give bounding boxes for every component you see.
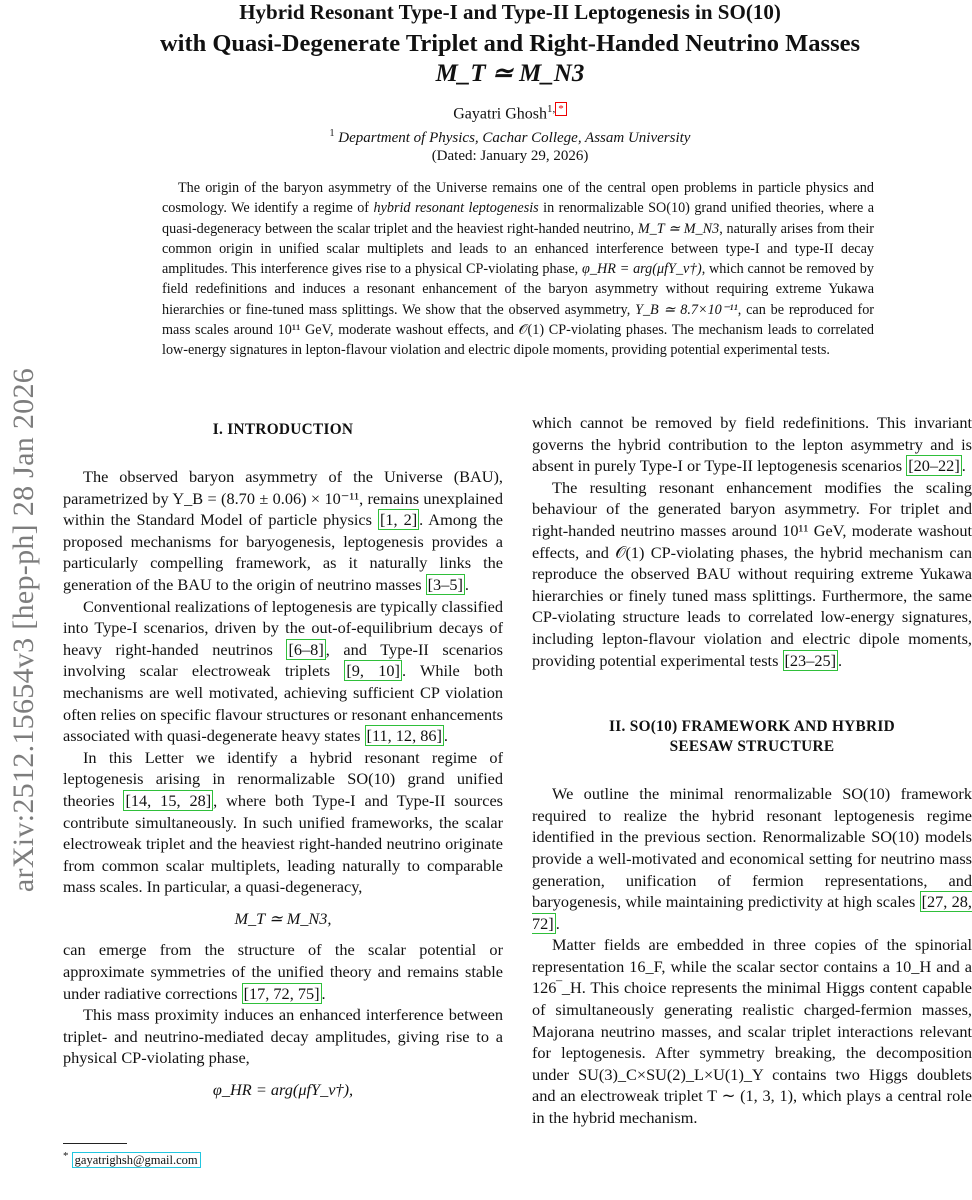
- author-sup: 1,: [547, 103, 556, 115]
- section-heading-intro: I. INTRODUCTION: [212, 421, 354, 438]
- right-column: [532, 412, 972, 1129]
- abstract: The origin of the baryon asymmetry of the Universe remains one of the central open problems in particle physics and cosmology. We identify a regime of hybrid resonant leptogenesis in renormalizable SO(10) grand unified theories, where a quasi-degeneracy between the scalar triplet and the heaviest right-handed neutrino, M_T ≃ M_N3, naturally arises from their common origin in unified scalar multiplets and leads to an enhanced interference between type-I and type-II decay amplitudes. This interference gives rise to a physical CP-violating phase, φ_HR = arg(μfY_ν†), which cannot be removed by field redefinitions and induces a resonant enhancement of the baryon asymmetry without requiring extreme Yukawa hierarchies or fine-tuned mass splittings. We show that the observed asymmetry, Y_B ≃ 8.7×10⁻¹¹, can be reproduced for mass scales around 10¹¹ GeV, moderate washout effects, and 𝒪(1) CP-violating phases. The mechanism leads to correlated low-energy signatures in lepton-flavour violation and electric dipole moments, providing potential experimental tests.: [162, 180, 875, 359]
- abstract-eq-yb: Y_B ≃ 8.7×10⁻¹¹: [635, 301, 738, 318]
- dated: (Dated: January 29, 2026): [431, 148, 589, 164]
- arxiv-stamp-text: arXiv:2512.15654v3 [hep-ph] 28 Jan 2026: [7, 367, 40, 893]
- equation-mass-degeneracy: M_T ≃ M_N3,: [234, 908, 332, 928]
- intro-paragraph-5: This mass proximity induces an enhanced interference between triplet- and neutrino-mediated decay amplitudes, giving rise to a physical CP-violating phase,: [63, 1005, 503, 1068]
- left-column: [63, 412, 503, 1111]
- intro-paragraph-1: The observed baryon asymmetry of the Universe (BAU), parametrized by Y_B = (8.70 ± 0.06) × 10⁻¹¹, remains unexplained within the Standard Model of particle physics [1, 2] . Among the proposed mechanisms for baryogenesis, leptogenesis provides a particularly compelling framework, as it naturally links the generation of the BAU to the origin of neutrino masses [3–5] .: [63, 467, 504, 594]
- footnote-link[interactable]: *: [555, 102, 567, 116]
- intro-paragraph-2: Conventional realizations of leptogenesis are typically classified into Type-I scenarios, driven by the out-of-equilibrium decays of heavy right-handed neutrinos [6–8] , and Type-II scenarios involving scalar electroweak triplets [9, 10] . While both mechanisms are well motivated, achieving sufficient CP violation often relies on specific flavour structures or resonant enhancements associated with quasi-degenerate heavy states [11, 12, 86] .: [63, 596, 504, 746]
- citation[interactable]: [3–5]: [427, 574, 463, 594]
- right-paragraph-4: Matter fields are embedded in three copies of the spinorial representation 16_F, while the scalar sector contains a 10_H and a 126‾_H. This choice represents the minimal Higgs content capable of simultaneously generating realistic charged-fermion masses, Majorana neutrino masses, and scalar triplet interactions relevant for leptogenesis. After symmetry breaking, the decomposition under SU(3)_C×SU(2)_L×U(1)_Y contains two Higgs doublets and an electroweak triplet T ∼ (1, 3, 1), which plays a central role in the hybrid mechanism.: [532, 935, 972, 1128]
- citation[interactable]: [20–22]: [908, 456, 960, 476]
- author-line: [60, 103, 960, 123]
- intro-paragraph-3: In this Letter we identify a hybrid resonant regime of leptogenesis arising in renormalizable SO(10) grand unified theories [14, 15, 28] , where both Type-I and Type-II sources contribute simultaneously. In such unified frameworks, the scalar electroweak triplet and the heaviest right-handed neutrino originate from common scalar multiplets, leading naturally to comparable mass scales. In particular, a quasi-degeneracy,: [63, 747, 504, 897]
- abstract-eq-phase: φ_HR = arg(μfY_ν†): [582, 261, 702, 278]
- equation-cp-phase: φ_HR = arg(μfY_ν†),: [212, 1080, 354, 1100]
- affiliation: [60, 128, 960, 147]
- abstract-eq-mass: M_T ≃ M_N3: [637, 220, 720, 237]
- citation[interactable]: [1, 2]: [379, 510, 418, 530]
- abstract-emphasis-text: hybrid resonant leptogenesis: [373, 200, 539, 217]
- right-paragraph-2: The resulting resonant enhancement modifies the scaling behaviour of the generated baryon asymmetry. For triplet and right-handed neutrino masses around 10¹¹ GeV, moderate washout effects, and 𝒪(1) CP-violating phases, the hybrid mechanism can reproduce the observed BAU without requiring extreme Yukawa hierarchies or finely tuned mass splittings. Furthermore, the same CP-violating structure leads to correlated low-energy signatures, including lepton-flavour violation and electric dipole moments, providing potential experimental tests [23–25] .: [532, 477, 972, 670]
- affiliation-sup: 1: [329, 128, 335, 139]
- footnote-mark: *: [63, 1150, 69, 1162]
- author-name: Gayatri Ghosh: [453, 105, 547, 123]
- citation[interactable]: [27, 28, 72]: [532, 892, 972, 933]
- email-link[interactable]: gayatrighsh@gmail.com: [72, 1152, 201, 1168]
- title-line-1: Hybrid Resonant Type-I and Type-II Leptogenesis in SO(10): [239, 0, 781, 24]
- right-paragraph-1: which cannot be removed by field redefinitions. This invariant governs the hybrid contribution to the lepton asymmetry and is absent in purely Type-I or Type-II leptogenesis scenarios [20–22] .: [532, 413, 972, 476]
- footnote-rule: [63, 1143, 127, 1144]
- citation[interactable]: [14, 15, 28]: [125, 790, 212, 810]
- citation[interactable]: [17, 72, 75]: [243, 983, 320, 1003]
- intro-paragraph-4: can emerge from the structure of the scalar potential or approximate symmetries of the unified theory and remains stable under radiative corrections [17, 72, 75] .: [63, 940, 503, 1003]
- footnote: [63, 1150, 201, 1168]
- section-heading-so10: II. SO(10) FRAMEWORK AND HYBRID SEESAW STRUCTURE: [609, 718, 895, 756]
- citation[interactable]: [9, 10]: [346, 661, 400, 681]
- citation[interactable]: [6–8]: [288, 639, 324, 659]
- right-paragraph-3: We outline the minimal renormalizable SO(10) framework required to realize the hybrid resonant leptogenesis regime identified in the previous section. Renormalizable SO(10) models provide a well-motivated and economical setting for neutrino mass generation, unification of fermion representations, and baryogenesis, while maintaining predictivity at high scales [27, 28, 72] .: [532, 784, 972, 933]
- arxiv-stamp: [2, 300, 46, 960]
- citation[interactable]: [23–25]: [784, 650, 837, 670]
- title-line-2: with Quasi-Degenerate Triplet and Right-Handed Neutrino Masses: [159, 30, 861, 57]
- affiliation-text: Department of Physics, Cachar College, Assam University: [338, 130, 691, 146]
- citation[interactable]: [11, 12, 86]: [366, 726, 442, 746]
- title-line-3: M_T ≃ M_N3: [435, 60, 585, 87]
